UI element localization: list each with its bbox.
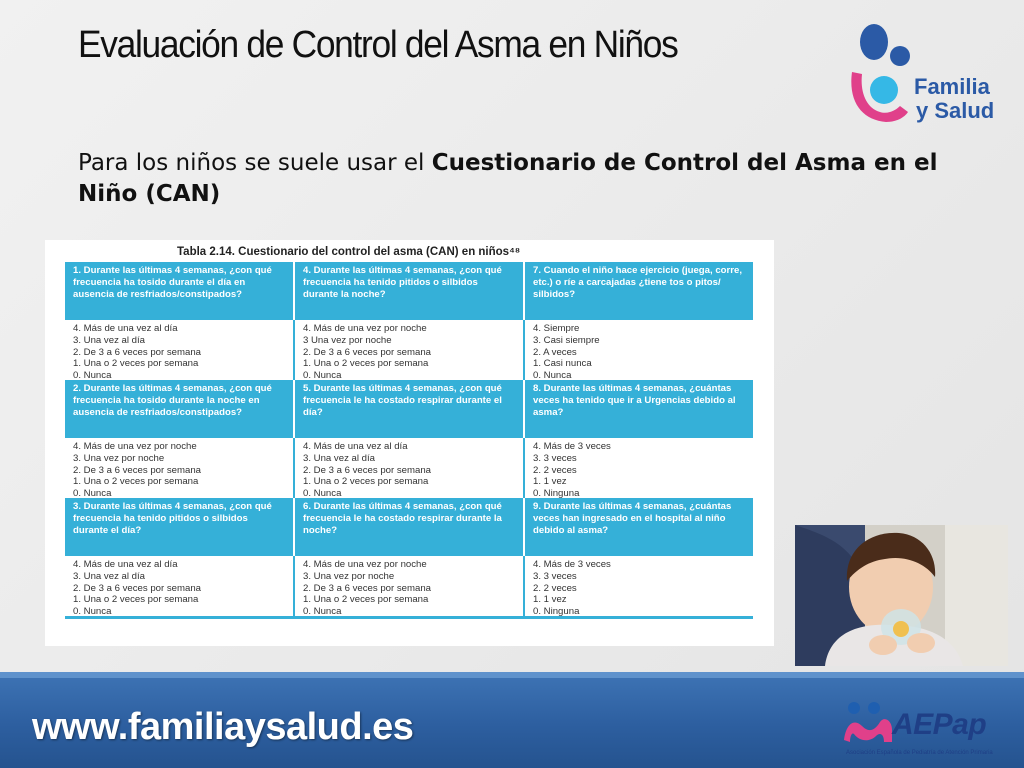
answer-option: 0. Nunca [303,370,342,380]
answer-option: 3 Una vez por noche [303,334,392,346]
aepap-logo [840,698,1020,766]
answer-option: 0. Nunca [303,488,342,498]
answer-option: 4. Más de una vez al día [73,323,178,334]
question-4: 4. Durante las últimas 4 semanas, ¿con qué frecuencia ha tenido pitidos o silbidos durante la noche? [293,262,523,320]
intro-text [78,148,978,210]
table-header-row [65,498,753,556]
answer-option: 2. A veces [533,346,577,358]
can-questionnaire-table [45,240,774,646]
answer-option: 1. Una o 2 veces por semana [303,476,429,488]
answer-option: 4. Más de una vez por noche [303,323,427,334]
answers-1 [65,320,293,380]
child-with-inhaler-photo [795,525,1008,666]
answer-option: 0. Nunca [73,606,112,616]
intro-bold: Cuestionario de Control del Asma en el Niño (CAN) [78,150,938,207]
table-bottom-rule [65,616,753,619]
answer-option: 2. De 3 a 6 veces por semana [73,582,201,594]
table-grid [65,262,753,619]
answer-option: 2. 2 veces [533,464,577,476]
answer-option: 1. Una o 2 veces por semana [73,476,199,488]
answer-option: 1. Una o 2 veces por semana [73,358,199,370]
answer-option: 3. Una vez al día [303,452,375,464]
question-2: 2. Durante las últimas 4 semanas, ¿con qué frecuencia ha tosido durante la noche en ausencia de resfriados/constipados? [73,383,272,418]
answer-option: 2. De 3 a 6 veces por semana [303,346,431,358]
logo-text-familia: Familia [914,74,990,99]
answer-option: 4. Más de 3 veces [533,559,611,570]
familia-y-salud-logo [842,22,1014,132]
answers-7 [523,320,753,380]
answer-option: 4. Siempre [533,323,580,334]
table-answer-row [65,556,753,616]
answer-option: 0. Ninguna [533,606,580,616]
answer-option: 1. Una o 2 veces por semana [303,358,429,370]
answers-9 [523,556,753,616]
answer-option: 2. De 3 a 6 veces por semana [73,464,201,476]
question-3: 3. Durante las últimas 4 semanas, ¿con qué frecuencia ha tenido pitidos o silbidos durante el día? [73,501,272,536]
answer-option: 3. Una vez al día [73,570,145,582]
answer-option: 0. Nunca [73,488,112,498]
question-9: 9. Durante las últimas 4 semanas, ¿cuántas veces han ingresado en el hospital al niño debido al asma? [523,498,753,556]
table-header-row [65,380,753,438]
table-answer-row [65,438,753,498]
answer-option: 1. 1 vez [533,594,567,606]
answer-option: 3. Una vez al día [73,334,145,346]
question-8: 8. Durante las últimas 4 semanas, ¿cuántas veces ha tenido que ir a Urgencias debido al asma? [523,380,753,438]
question-7: 7. Cuando el niño hace ejercicio (juega, corre, etc.) o ríe a carcajadas ¿tiene tos o pitos/ silbidos? [523,262,753,320]
answer-option: 3. 3 veces [533,570,577,582]
answer-option: 2. 2 veces [533,582,577,594]
answer-option: 4. Más de una vez por noche [73,441,197,452]
answer-option: 4. Más de una vez al día [303,441,408,452]
answer-option: 1. Una o 2 veces por semana [303,594,429,606]
question-1: 1. Durante las últimas 4 semanas, ¿con qué frecuencia ha tosido durante el día en ausencia de resfriados/constipados? [73,265,272,300]
answer-option: 4. Más de una vez al día [73,559,178,570]
aepap-subtitle: Asociación Española de Pediatría de Atención Primaria [846,750,993,756]
answer-option: 3. Casi siempre [533,334,600,346]
answer-option: 3. Una vez por noche [73,452,165,464]
answer-option: 0. Ninguna [533,488,580,498]
answers-4 [293,320,523,380]
website-url[interactable]: www.familiaysalud.es [32,706,414,748]
answer-option: 4. Más de 3 veces [533,441,611,452]
intro-normal: Para los niños se suele usar el [78,150,432,176]
answer-option: 0. Nunca [533,370,572,380]
logo-text-y-salud: y Salud [916,98,995,123]
question-6: 6. Durante las últimas 4 semanas, ¿con qué frecuencia le ha costado respirar durante la noche? [293,498,523,556]
answer-option: 0. Nunca [303,606,342,616]
aepap-figures-icon [840,698,894,750]
table-answer-row [65,320,753,380]
family-figures-icon [842,22,922,132]
answer-option: 4. Más de una vez por noche [303,559,427,570]
answer-option: 1. Casi nunca [533,358,592,370]
answers-6 [293,556,523,616]
answer-option: 2. De 3 a 6 veces por semana [303,464,431,476]
answers-8 [523,438,753,498]
aepap-name: AEPap [892,708,987,741]
table-caption: Tabla 2.14. Cuestionario del control del asma (CAN) en niños⁴⁸ [177,246,521,258]
answers-2 [65,438,293,498]
answer-option: 2. De 3 a 6 veces por semana [303,582,431,594]
table-header-row [65,262,753,320]
answer-option: 3. 3 veces [533,452,577,464]
answers-3 [65,556,293,616]
answer-option: 1. 1 vez [533,476,567,488]
child-photo-illustration [795,525,1008,666]
answer-option: 0. Nunca [73,370,112,380]
answer-option: 3. Una vez por noche [303,570,395,582]
footer-highlight [0,672,1024,678]
answer-option: 1. Una o 2 veces por semana [73,594,199,606]
answers-5 [293,438,523,498]
answer-option: 2. De 3 a 6 veces por semana [73,346,201,358]
question-5: 5. Durante las últimas 4 semanas, ¿con qué frecuencia le ha costado respirar durante el día? [293,380,523,438]
footer-band [0,672,1024,768]
slide-title: Evaluación de Control del Asma en Niños [78,24,678,66]
